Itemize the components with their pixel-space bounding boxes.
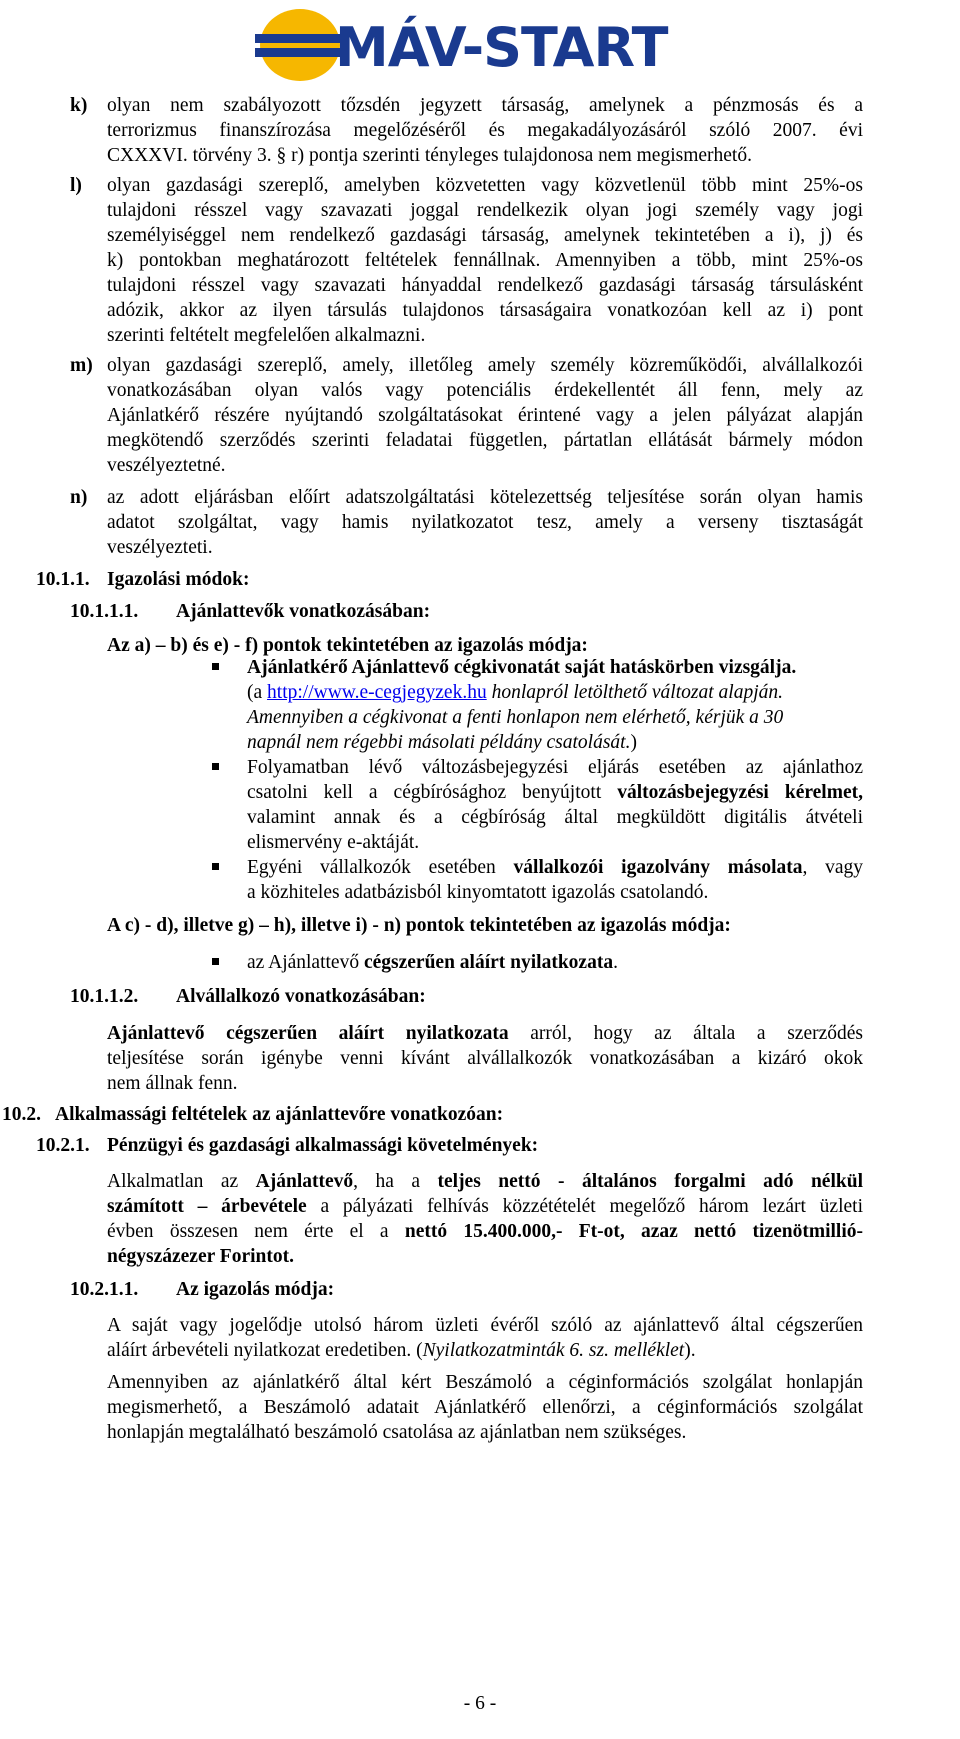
paragraph-bold-text: nettó 15.400.000,- Ft-ot, azaz nettó tizenötmillió- xyxy=(404,1221,863,1242)
item-l-line: olyan gazdasági szereplő, amelyben közvetetten vagy közvetlenül több mint 25%-os xyxy=(107,175,863,196)
item-n-line: veszélyezteti. xyxy=(107,537,213,558)
bullet-italic-text: Amennyiben a cégkivonat a fenti honlapon nem elérhető, kérjük a 30 xyxy=(247,707,784,728)
item-k-line: CXXXVI. törvény 3. § r) pontja szerinti tényleges tulajdonosa nem megismerhető. xyxy=(107,145,752,166)
paragraph-text: , ha a xyxy=(353,1171,438,1192)
bullet-text: Ajánlatkérő Ajánlattevő cégkivonatát saját hatáskörben vizsgálja. xyxy=(247,657,797,678)
section-number: 10.1.1.2. xyxy=(70,986,139,1007)
item-m-line: vonatkozásában olyan valós vagy potenciális érdekellentét áll fenn, mely az xyxy=(107,380,863,401)
item-m-line: megkötendő szerződés szerinti feladatai független, pártatlan ellátását bármely módon xyxy=(107,430,863,451)
item-l-label: l) xyxy=(70,175,82,196)
section-title: Pénzügyi és gazdasági alkalmassági követelmények: xyxy=(107,1135,539,1156)
paragraph-line: A saját vagy jogelődje utolsó három üzleti évéről szóló az ajánlattevő által cégszerűen xyxy=(107,1315,863,1336)
bullet-text: , vagy xyxy=(802,857,864,878)
square-bullet-icon xyxy=(212,958,219,965)
square-bullet-icon xyxy=(212,763,219,770)
paragraph-text: arról, hogy az általa a szerződés xyxy=(508,1023,863,1044)
item-l-line: személyiséggel nem rendelkező gazdasági társaság, amelynek tekintetében a i), j) és xyxy=(107,225,863,246)
square-bullet-icon xyxy=(212,863,219,870)
paragraph-line xyxy=(107,1337,696,1364)
bullet-text: valamint annak és a cégbíróság által megküldött digitális átvételi xyxy=(247,807,863,828)
paragraph-bold-text: teljes nettó - általános forgalmi adó nélkül xyxy=(437,1171,863,1192)
section-title: Ajánlattevők vonatkozásában: xyxy=(176,601,431,622)
paragraph-text: évben összesen nem érte el a xyxy=(107,1221,405,1242)
bullet-line xyxy=(247,679,783,706)
item-m-line: olyan gazdasági szereplő, amely, illetőleg amely személy közreműködői, alvállalkozói xyxy=(107,355,863,376)
bullet-bold-text: cégszerűen aláírt nyilatkozata xyxy=(363,952,614,973)
bullet-line xyxy=(247,949,618,976)
paragraph-italic-text: Nyilatkozatminták 6. sz. melléklet xyxy=(422,1340,685,1361)
paragraph-bold-text: számított – árbevétele xyxy=(107,1196,307,1217)
paragraph-line: teljesítése során igénybe venni kívánt alvállalkozók vonatkozásában a kizáró okok xyxy=(107,1048,863,1069)
bullet-text: Folyamatban lévő változásbejegyzési eljárás esetében az ajánlathoz xyxy=(247,757,863,778)
item-m-line: Ajánlatkérő részére nyújtandó szolgáltatásokat érintené vagy a jelen pályázat alapján xyxy=(107,405,863,426)
proof-heading: A c) - d), illetve g) – h), illetve i) - n) pontok tekintetében az igazolás módja: xyxy=(107,915,731,936)
item-n-line: az adott eljárásban előírt adatszolgáltatási kötelezettség teljesítése során olyan hamis xyxy=(107,487,863,508)
mav-start-emblem-icon xyxy=(255,4,345,86)
bullet-text: (a xyxy=(247,682,268,703)
section-number: 10.1.1. xyxy=(36,569,90,590)
item-k-line: olyan nem szabályozott tőzsdén jegyzett társaság, amelynek a pénzmosás és a xyxy=(107,95,863,116)
item-n-line: adatot szolgáltat, vagy hamis nyilatkozatot tesz, amely a verseny tisztaságát xyxy=(107,512,863,533)
section-title: Az igazolás módja: xyxy=(176,1279,335,1300)
bullet-bold-text: vállalkozói igazolvány másolata xyxy=(513,857,803,878)
bullet-line xyxy=(247,779,863,806)
bullet-text: Egyéni vállalkozók esetében xyxy=(247,857,514,878)
paragraph-text: a pályázati felhívás közzétételét megelőző három lezárt üzleti xyxy=(306,1196,863,1217)
item-l-line: szerinti feltételt megfelelően alkalmazni. xyxy=(107,325,426,346)
item-l-line: adózik, akkor az ilyen társulás tulajdonos társaságaira vonatkozóan kell az i) pont xyxy=(107,300,863,321)
paragraph-bold-text: Ajánlattevő xyxy=(255,1171,354,1192)
paragraph-bold-text: Ajánlattevő cégszerűen aláírt nyilatkozata xyxy=(107,1023,509,1044)
item-m-line: veszélyeztetné. xyxy=(107,455,226,476)
bullet-italic-text: honlapról letölthető változat alapján. xyxy=(486,682,783,703)
item-k-label: k) xyxy=(70,95,88,116)
section-title: Alkalmassági feltételek az ajánlattevőre vonatkozóan: xyxy=(55,1104,504,1125)
bullet-line xyxy=(247,729,637,756)
section-title: Igazolási módok: xyxy=(107,569,250,590)
paragraph-line xyxy=(107,1168,863,1195)
section-title: Alvállalkozó vonatkozásában: xyxy=(176,986,426,1007)
bullet-line xyxy=(247,854,863,881)
bullet-text: a közhiteles adatbázisból kinyomtatott igazolás csatolandó. xyxy=(247,882,709,903)
item-l-line: tulajdoni résszel vagy szavazati joggal rendelkezik olyan jogi személy vagy jogi xyxy=(107,200,863,221)
paragraph-line: Amennyiben az ajánlatkérő által kért Beszámoló a céginformációs szolgálat honlapján xyxy=(107,1372,863,1393)
paragraph-line: nem állnak fenn. xyxy=(107,1073,238,1094)
paragraph-line xyxy=(107,1193,863,1220)
paragraph-bold-text: négyszázezer Forintot. xyxy=(107,1246,294,1267)
item-l-line: k) pontokban meghatározott feltételek fennállnak. Amennyiben a több, mint 25%-os xyxy=(107,250,863,271)
paragraph-line xyxy=(107,1218,863,1245)
bullet-text: ) xyxy=(630,732,637,753)
item-k-line: terrorizmus finanszírozása megelőzéséről és megakadályozásáról szóló 2007. évi xyxy=(107,120,863,141)
paragraph-line xyxy=(107,1020,863,1047)
bullet-text: . xyxy=(613,952,618,973)
bullet-text: az Ajánlattevő xyxy=(247,952,364,973)
square-bullet-icon xyxy=(212,663,219,670)
mav-start-logo xyxy=(255,4,675,86)
section-number: 10.1.1.1. xyxy=(70,601,139,622)
item-l-line: tulajdoni résszel vagy szavazati hányaddal rendelkező gazdasági társaság társulásként xyxy=(107,275,863,296)
bullet-bold-text: változásbejegyzési kérelmet, xyxy=(617,782,863,803)
bullet-text: csatolni kell a cégbírósághoz benyújtott xyxy=(247,782,618,803)
page-number: - 6 - xyxy=(463,1693,497,1714)
paragraph-text: Alkalmatlan az xyxy=(107,1171,256,1192)
paragraph-line: megismerhető, a Beszámoló adatait Ajánlatkérő ellenőrzi, a céginformációs szolgálat xyxy=(107,1397,863,1418)
proof-heading: Az a) – b) és e) - f) pontok tekintetében az igazolás módja: xyxy=(107,635,588,656)
bullet-italic-text: napnál nem régebbi másolati példány csatolását. xyxy=(247,732,631,753)
paragraph-text: aláírt árbevételi nyilatkozat eredetiben. ( xyxy=(107,1340,423,1361)
paragraph-line: honlapján megtalálható beszámoló csatolása az ajánlatban nem szükséges. xyxy=(107,1422,687,1443)
paragraph-text: ). xyxy=(684,1340,696,1361)
section-number: 10.2.1.1. xyxy=(70,1279,139,1300)
item-m-label: m) xyxy=(70,355,93,376)
bullet-text: elismervény e-aktáját. xyxy=(247,832,420,853)
section-number: 10.2. xyxy=(2,1104,41,1125)
logo-text: MÁV-START xyxy=(335,16,668,79)
item-n-label: n) xyxy=(70,487,88,508)
cegjegyzek-link[interactable]: http://www.e-cegjegyzek.hu xyxy=(267,682,487,703)
section-number: 10.2.1. xyxy=(36,1135,90,1156)
